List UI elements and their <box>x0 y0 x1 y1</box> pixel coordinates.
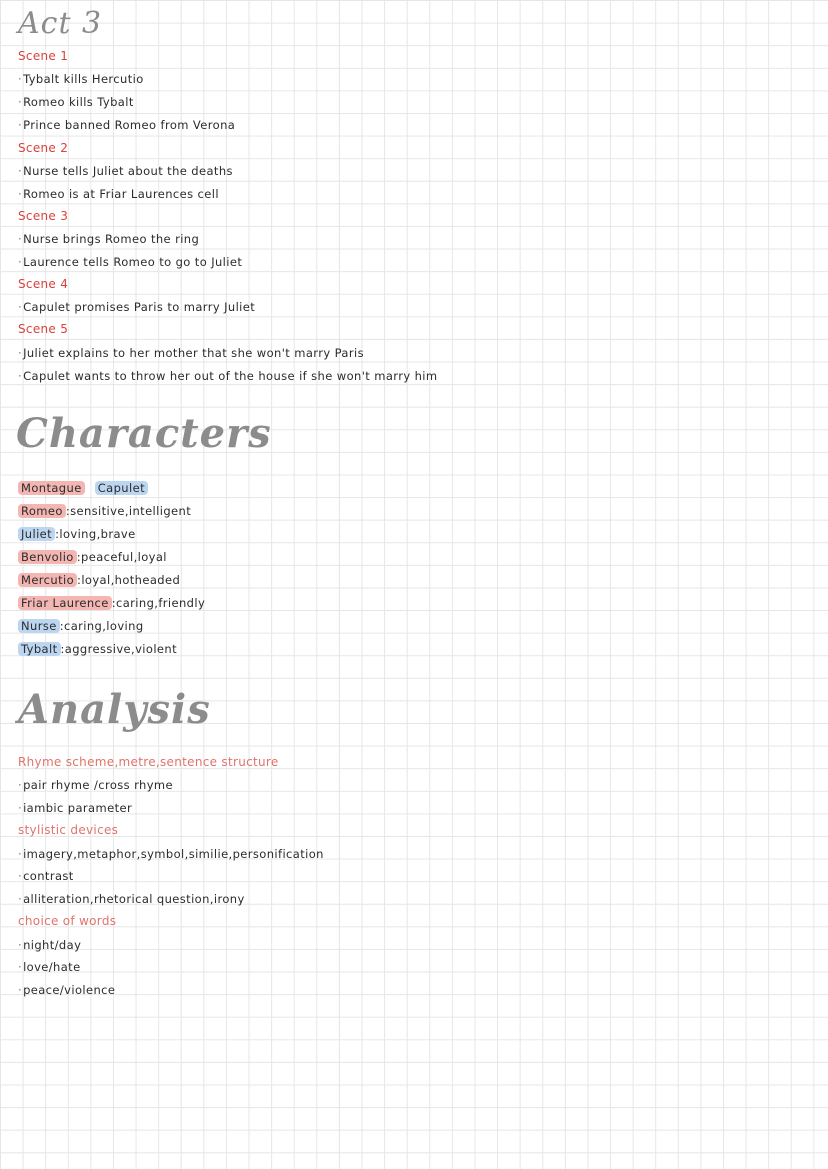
list-item: ·Tybalt kills Hercutio <box>18 72 144 86</box>
character-traits: loyal,hotheaded <box>81 573 181 587</box>
list-item: ·Laurence tells Romeo to go to Juliet <box>18 255 243 269</box>
character-traits: peaceful,loyal <box>81 550 167 564</box>
scene-heading: Scene 1 <box>18 49 69 63</box>
list-item: ·Juliet explains to her mother that she won't marry Paris <box>18 346 364 360</box>
character-row: Tybalt :aggressive,violent <box>18 642 177 656</box>
analysis-heading: choice of words <box>18 914 117 928</box>
list-item: ·alliteration,rhetorical question,irony <box>18 892 245 906</box>
character-row: Juliet :loving,brave <box>18 527 136 541</box>
scene-heading: Scene 3 <box>18 209 69 223</box>
list-item: ·contrast <box>18 869 74 883</box>
analysis-heading: Rhyme scheme,metre,sentence structure <box>18 755 279 769</box>
list-item: ·love/hate <box>18 960 81 974</box>
character-row: Nurse :caring,loving <box>18 619 144 633</box>
list-item: ·night/day <box>18 938 82 952</box>
character-traits: caring,friendly <box>116 596 206 610</box>
families-row <box>18 481 148 495</box>
scene-heading: Scene 2 <box>18 141 69 155</box>
list-item: ·peace/violence <box>18 983 116 997</box>
list-item: ·pair rhyme /cross rhyme <box>18 778 173 792</box>
list-item: ·Romeo kills Tybalt <box>18 95 134 109</box>
section-title-analysis: Analysis <box>18 686 211 733</box>
family-capulet: Capulet <box>95 481 148 495</box>
analysis-heading: stylistic devices <box>18 823 119 837</box>
family-montague: Montague <box>18 481 85 495</box>
character-row: Benvolio :peaceful,loyal <box>18 550 167 564</box>
character-traits: aggressive,violent <box>64 642 177 656</box>
character-traits: loving,brave <box>59 527 136 541</box>
character-name: Mercutio <box>18 573 77 587</box>
list-item: ·Capulet promises Paris to marry Juliet <box>18 300 256 314</box>
character-row: Friar Laurence :caring,friendly <box>18 596 205 610</box>
scene-heading: Scene 4 <box>18 277 69 291</box>
character-name: Nurse <box>18 619 60 633</box>
list-item: ·Romeo is at Friar Laurences cell <box>18 187 219 201</box>
character-traits: caring,loving <box>63 619 144 633</box>
character-row: Mercutio :loyal,hotheaded <box>18 573 180 587</box>
page-title-act: Act 3 <box>18 6 103 41</box>
list-item: ·imagery,metaphor,symbol,similie,personification <box>18 847 324 861</box>
character-name: Juliet <box>18 527 55 541</box>
section-title-characters: Characters <box>16 410 272 457</box>
character-name: Benvolio <box>18 550 77 564</box>
list-item: ·Nurse tells Juliet about the deaths <box>18 164 233 178</box>
list-item: ·iambic parameter <box>18 801 133 815</box>
character-name: Tybalt <box>18 642 61 656</box>
character-traits: sensitive,intelligent <box>70 504 192 518</box>
list-item: ·Nurse brings Romeo the ring <box>18 232 200 246</box>
character-name: Romeo <box>18 504 66 518</box>
scene-heading: Scene 5 <box>18 322 69 336</box>
list-item: ·Capulet wants to throw her out of the house if she won't marry him <box>18 369 438 383</box>
character-name: Friar Laurence <box>18 596 112 610</box>
character-row: Romeo :sensitive,intelligent <box>18 504 191 518</box>
list-item: ·Prince banned Romeo from Verona <box>18 118 236 132</box>
